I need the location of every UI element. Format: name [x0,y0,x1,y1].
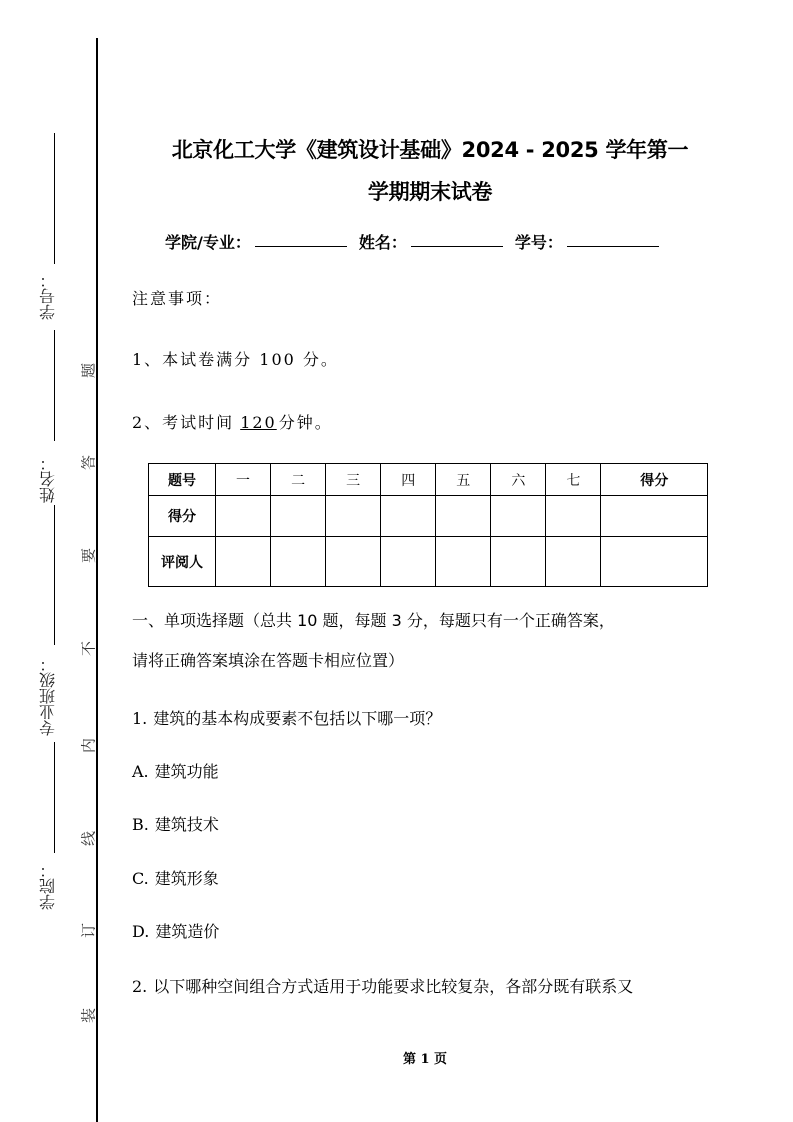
seal-char: 不 [79,641,98,657]
score-cell[interactable] [381,496,436,537]
reviewer-cell[interactable] [381,537,436,587]
score-cell[interactable] [546,496,601,537]
seal-char: 线 [79,831,98,847]
reviewer-row-label: 评阅人 [149,537,216,587]
score-table-row-reviewer [149,537,708,587]
student-id-field[interactable] [567,230,659,247]
option-text: 建筑造价 [155,922,220,941]
score-table-header-row [149,464,708,496]
student-id-label: 学号： [514,233,563,252]
score-cell[interactable] [491,496,546,537]
student-id-fill-line [54,133,55,264]
seal-char: 内 [79,738,98,754]
option-key: C. [132,869,149,888]
score-table-header-cell: 三 [326,464,381,496]
option-key: D. [132,922,150,941]
name-label: 姓名： [358,233,407,252]
side-label-name: 姓名： [38,455,58,503]
question-number: 2. [132,977,148,996]
score-table-header-cell: 五 [436,464,491,496]
notes-heading: 注意事项： [132,289,223,308]
question-1-option-c[interactable] [132,866,219,889]
college-major-label: 学院/专业： [165,233,251,252]
score-table-header-cell: 六 [491,464,546,496]
note-item-2-prefix: 2、考试时间 [132,413,235,432]
college-fill-line [54,742,55,853]
exam-duration-value: 120 [240,413,277,432]
question-1-option-b[interactable] [132,812,219,835]
score-table-header-cell: 得分 [601,464,708,496]
question-text: 建筑的基本构成要素不包括以下哪一项？ [153,709,442,728]
page-title-line1: 北京化工大学《建筑设计基础》2024 - 2025 学年第一 [171,138,689,162]
score-table-header-cell: 七 [546,464,601,496]
seal-char: 装 [79,1008,98,1024]
section1-heading-line2: 请将正确答案填涂在答题卡相应位置） [132,651,405,670]
seal-char: 订 [79,923,98,939]
score-row-label: 得分 [149,496,216,537]
option-key: A. [132,762,149,781]
option-text: 建筑功能 [154,762,219,781]
question-number: 1. [132,709,148,728]
section1-heading-line1: 一、单项选择题（总共 10 题，每题 3 分，每题只有一个正确答案， [132,611,615,630]
seal-char: 题 [79,363,98,379]
option-key: B. [132,815,149,834]
student-info-row [165,230,725,253]
score-cell[interactable] [436,496,491,537]
score-table [148,463,708,587]
score-table-header-cell: 题号 [149,464,216,496]
score-cell[interactable] [216,496,271,537]
note-item-2-suffix: 分钟。 [278,413,333,432]
reviewer-cell[interactable] [326,537,381,587]
question-text: 以下哪种空间组合方式适用于功能要求比较复杂，各部分既有联系又 [153,977,634,996]
score-table-row-score [149,496,708,537]
question-1-option-d[interactable] [132,919,219,942]
seal-char: 要 [79,548,98,564]
binding-line [96,38,98,1122]
score-table-header-cell: 一 [216,464,271,496]
question-2 [132,974,633,997]
page-number: 第 1 页 [402,1052,448,1067]
side-label-college: 学院： [38,862,58,910]
score-table-header-cell: 二 [271,464,326,496]
score-cell[interactable] [271,496,326,537]
note-item-2 [132,410,333,433]
reviewer-cell[interactable] [436,537,491,587]
reviewer-cell[interactable] [271,537,326,587]
class-fill-line [54,505,55,645]
side-label-major-class: 专业班级： [38,656,58,736]
note-item-1: 1、本试卷满分 100 分。 [132,350,339,369]
reviewer-cell[interactable] [216,537,271,587]
score-table-header-cell: 四 [381,464,436,496]
seal-char: 答 [79,455,98,471]
name-field[interactable] [411,230,503,247]
college-major-field[interactable] [255,230,347,247]
score-cell[interactable] [326,496,381,537]
option-text: 建筑形象 [154,869,219,888]
reviewer-cell[interactable] [491,537,546,587]
question-1-option-a[interactable] [132,759,219,782]
reviewer-cell[interactable] [546,537,601,587]
page-title-line2: 学期期末试卷 [367,180,493,204]
side-label-student-id: 学号： [38,272,58,320]
question-1 [132,706,441,729]
score-cell[interactable] [601,496,708,537]
option-text: 建筑技术 [154,815,219,834]
name-fill-line [54,330,55,441]
reviewer-cell[interactable] [601,537,708,587]
